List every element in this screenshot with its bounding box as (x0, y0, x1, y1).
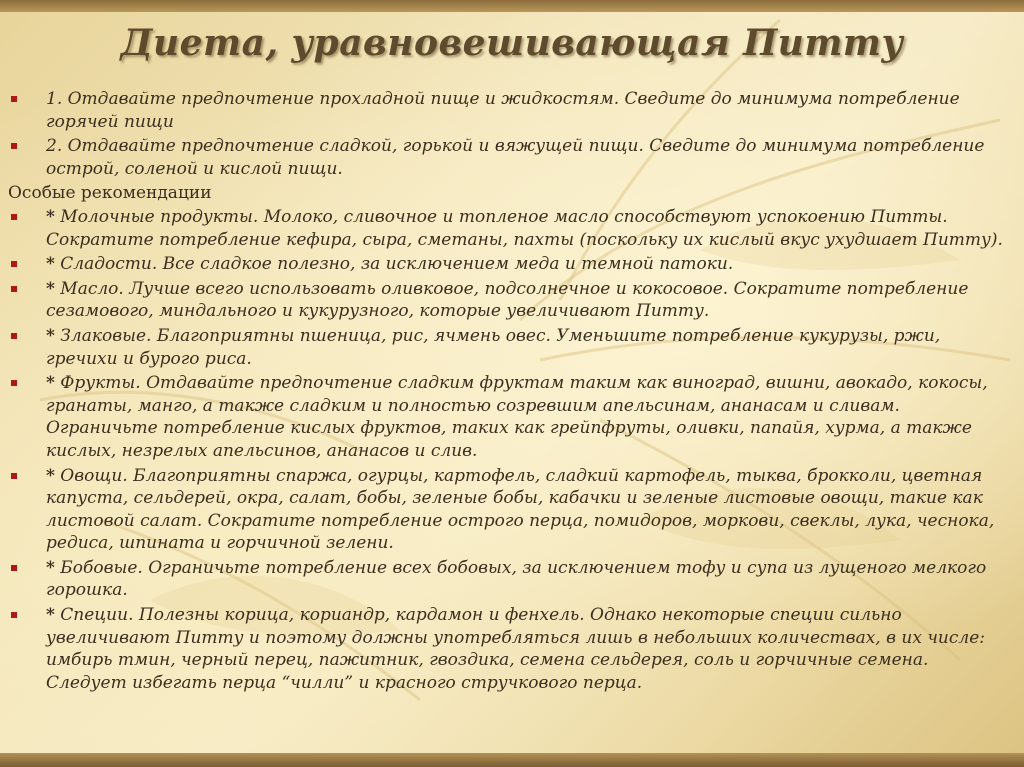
asterisk: * (46, 557, 55, 578)
item-text: Овощи. Благоприятны спаржа, огурцы, картофель, сладкий картофель, тыква, брокколи, цветная капуста, сельдерей, окра, салат, бобы, зеленые бобы, кабачки и зеленые листовые овощи, такие как листовой салат. Сократите потребление острого перца, помидоров, моркови, свеклы, лука, чеснока, редиса, шпината и горчичной зелени. (46, 465, 995, 554)
asterisk: * (46, 605, 55, 626)
subheading: Особые рекомендации (8, 183, 212, 204)
bullet-icon (11, 565, 17, 571)
asterisk: * (46, 465, 55, 486)
item-text: Бобовые. Ограничьте потребление всех бобовых, за исключением тофу и супа из лущеного мелкого горошка. (46, 557, 987, 601)
item-text: Специи. Полезны корица, кориандр, кардамон и фенхель. Однако некоторые специи сильно увеличивают Питту и поэтому должны употребляться лишь в небольших количествах, в их числе: имбирь тмин, черный перец, пажитник, гвоздика, семена сельдерея, соль и горчичные семена. Следует избегать перца “чилли” и красного стручкового перца. (46, 605, 985, 693)
list-item (8, 557, 1012, 602)
item-text: Молочные продукты. Молоко, сливочное и топленое масло способствуют успокоению Питты. Сократите потребление кефира, сыра, сметаны, пахты (поскольку их кислый вкус ухудшает Питту). (46, 206, 1003, 250)
item-text: Сладости. Все сладкое полезно, за исключением меда и темной патоки. (54, 254, 734, 275)
bullet-icon (11, 286, 17, 292)
asterisk: * (46, 373, 55, 394)
list-item (8, 135, 1012, 180)
slide-title: Диета, уравновешивающая Питту (120, 22, 904, 64)
item-text: Масло. Лучше всего использовать оливковое, подсолнечное и кокосовое. Сократите потребление сезамового, миндального и кукурузного, которые увеличивают Питту. (46, 278, 969, 322)
bullet-icon (11, 261, 17, 267)
item-text: Злаковые. Благоприятны пшеница, рис, ячмень овес. Уменьшите потребление кукурузы, ржи, гречихи и бурого риса. (46, 325, 941, 369)
list-item (8, 325, 1012, 370)
bullet-icon (11, 96, 17, 102)
list-item (8, 604, 1012, 694)
bullet-icon (11, 214, 17, 220)
bullet-icon (11, 612, 17, 618)
asterisk: * (46, 254, 55, 275)
list-item (8, 465, 1012, 555)
bullet-icon (11, 473, 17, 479)
asterisk: * (46, 278, 55, 299)
asterisk: * (46, 325, 55, 346)
item-text: 1. Отдавайте предпочтение прохладной пище и жидкостям. Сведите до минимума потребление горячей пищи (46, 89, 960, 132)
slide-content (8, 88, 1012, 696)
bullet-icon (11, 333, 17, 339)
bullet-icon (11, 380, 17, 386)
list-item (8, 88, 1012, 133)
list-item (8, 372, 1012, 462)
list-item (8, 206, 1012, 251)
item-text: Фрукты. Отдавайте предпочтение сладким фруктам таким как виноград, вишни, авокадо, кокосы, гранаты, манго, а также сладким и полностью созревшим апельсинам, ананасам и сливам. Ограничьте потребление кислых фруктов, таких как грейпфруты, оливки, папайя, хурма, а также кислых, незрелых апельсинов, ананасов и слив. (46, 373, 988, 461)
item-text: 2. Отдавайте предпочтение сладкой, горькой и вяжущей пищи. Сведите до минимума потребление острой, соленой и кислой пищи. (46, 136, 985, 179)
bullet-icon (11, 143, 17, 149)
list-item (8, 253, 1012, 276)
bottom-band (0, 753, 1024, 767)
list-item (8, 278, 1012, 323)
asterisk: * (46, 206, 55, 227)
top-band (0, 0, 1024, 12)
